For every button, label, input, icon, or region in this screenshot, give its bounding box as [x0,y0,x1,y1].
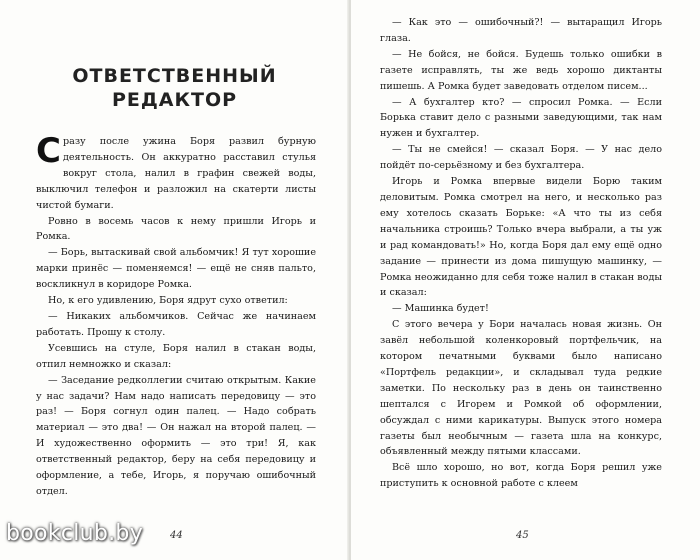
paragraph-2: — Борь, вытаскивай свой альбомчик! Я тут хорошие марки принёс — поменяемся! — ещё не сняв пальто, воскликнул в коридоре Ромка. [36,247,316,291]
page-number-left: 44 [170,530,183,541]
paragraph-r1: — Не бойся, не бойся. Будешь только ошибки в газете исправлять, ты же ведь хорошо диктанты пишешь. А Ромка будет заведовать отделом писем... [380,48,662,92]
paragraph-4: — Никаких альбомчиков. Сейчас же начинаем работать. Прошу к столу. [36,310,316,338]
paragraph-0-text: разу после ужина Боря развил бурную деятельность. Он аккуратно расставил стулья вокруг стола, налил в графин свежей воды, выключил телефон и разложил на скатерти листы чистой бумаги. [36,136,316,211]
paragraph-r2: — А бухгалтер кто? — спросил Ромка. — Если Борька ставит дело с разными заведующими, так нам нужен и бухгалтер. [380,96,662,140]
watermark: bookclub.by [6,521,144,546]
chapter-title-line-1: ОТВЕТСТВЕННЫЙ [72,65,277,87]
paragraph-r5: — Машинка будет! [392,303,489,315]
chapter-title-line-2: РЕДАКТОР [111,89,238,111]
left-page-text [36,131,316,500]
paragraph-1: Ровно в восемь часов к нему пришли Игорь и Ромка. [36,215,316,243]
paragraph-r4: Игорь и Ромка впервые видели Борю таким деловитым. Ромка смотрел на него, и несколько раз ему хотелось сказать Борьке: «А что ты из себя начальника строишь? Только вчера выбрали, а ты уж и рад командовать!» Но, когда Боря дал ему ещё одно задание — принести из дома пишущую машинку, — Ромка неожиданно для себя тоже налил в стакан воды и сказал: [380,176,662,299]
left-page [0,0,349,560]
drop-cap: С [36,131,61,171]
paragraph-r3: — Ты не смейся! — сказал Боря. — У нас дело пойдёт по-серьёзному и без бухгалтера. [380,144,662,172]
paragraph-5: Усевшись на стуле, Боря налил в стакан воды, отпил немножко и сказал: [36,342,316,370]
paragraph-r7: Всё шло хорошо, но вот, когда Боря решил уже приступить к основной работе с клеем [380,462,662,490]
right-page-text [380,15,662,492]
paragraph-6: — Заседание редколлегии считаю открытым. Какие у нас задачи? Нам надо написать передовицу — это раз! — Боря согнул один палец. — Надо собрать материал — это два! — Он нажал на второй палец. — И художественно оформить — это три! Я, как ответственный редактор, беру на себя передовицу и оформление, а тебе, Игорь, я поручаю ошибочный отдел. [36,374,316,497]
paragraph-r0: — Как это — ошибочный?! — вытаращил Игорь глаза. [380,17,662,44]
paragraph-3: Но, к его удивлению, Боря ядрут сухо ответил: [48,295,288,307]
page-number-right: 45 [516,530,529,541]
chapter-title [0,64,349,112]
paragraph-r6: С этого вечера у Бори началась новая жизнь. Он завёл небольшой коленкоровый портфельчик, на котором печатными буквами было написано «Портфель редакции», и складывал туда редкие заметки. По нескольку раз в день он таинственно шептался с Игорем и Ромкой об оформлении, обсуждал с ними карикатуры. Выпуск этого номера газеты был необычным — газета шла на конкурс, объявленный между пятыми классами. [380,319,662,458]
paragraph-0 [36,131,316,214]
